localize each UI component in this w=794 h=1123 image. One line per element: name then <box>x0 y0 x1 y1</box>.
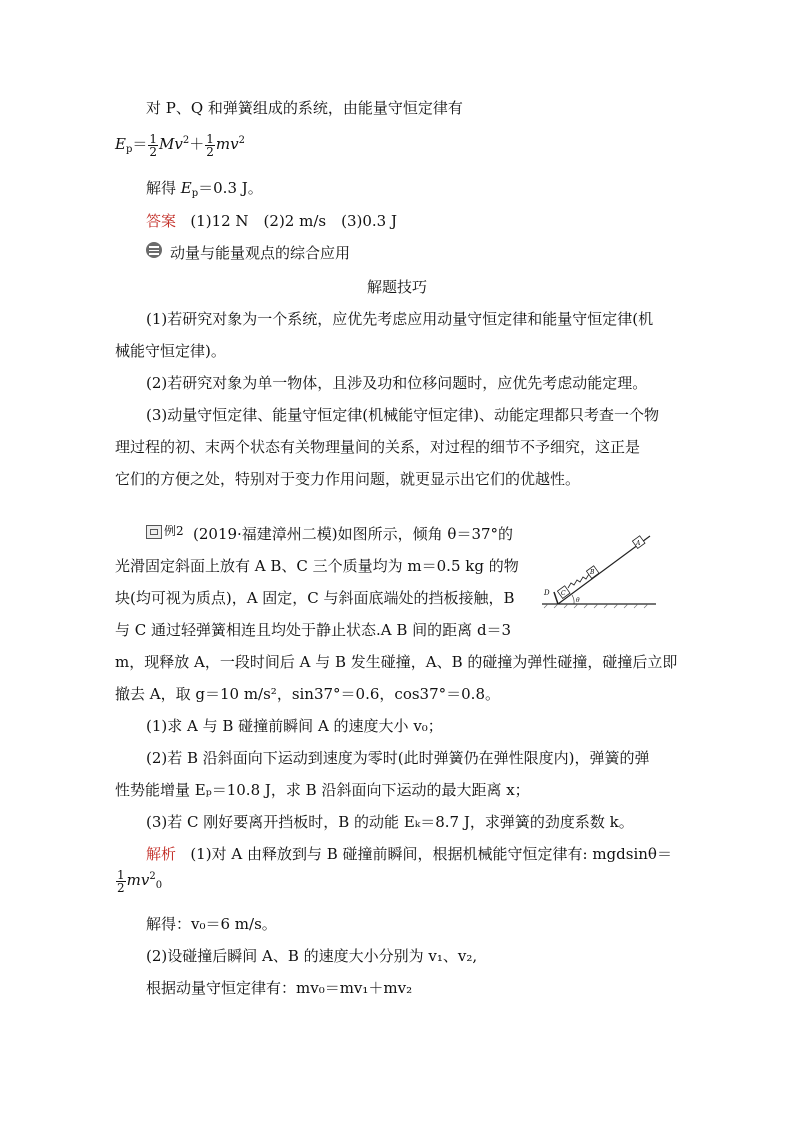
solve-line: 解得 $E_p=0.3$ J。 <box>146 179 263 199</box>
tips-heading: 解题技巧 <box>366 278 427 296</box>
example-line-3: 块(均可视为质点)，A 固定，C 与斜面底端处的挡板接触，B <box>115 589 515 607</box>
question-3: (3)若 C 刚好要离开挡板时，B 的动能 Eₖ＝8.7 J，求弹簧的劲度系数 k。 <box>146 813 634 831</box>
tip-3-cont1: 理过程的初、末两个状态有关物理量间的关系，对过程的细节不予细究，这正是 <box>115 438 641 456</box>
section-title: 动量与能量观点的综合应用 <box>170 244 351 262</box>
answer-label: 答案 <box>146 212 177 230</box>
solution-fraction: $\frac{1}{2}$ $mv^2_0$ <box>117 867 163 895</box>
example-line-5: m，现释放 A，一段时间后 A 与 B 发生碰撞，A、B 的碰撞为弹性碰撞，碰撞后立即 <box>115 653 678 671</box>
tip-2: (2)若研究对象为单一物体，且涉及功和位移问题时，应优先考虑动能定理。 <box>146 374 648 392</box>
label-C: C <box>561 590 566 597</box>
intro-line: 对 P、Q 和弹簧组成的系统，由能量守恒定律有 <box>146 99 463 117</box>
solution-label: 解析 <box>146 845 177 863</box>
example-line-1: (2019·福建漳州二模)如图所示，倾角 θ＝37°的 <box>193 525 514 543</box>
label-D: D <box>544 589 550 597</box>
tip-1-cont: 械能守恒定律)。 <box>115 342 226 360</box>
label-A: A <box>636 540 641 547</box>
tip-3-cont2: 它们的方便之处，特别对于变力作用问题，就更显示出它们的优越性。 <box>115 470 581 488</box>
example-label: 例2 <box>164 524 184 538</box>
label-B: B <box>590 569 595 576</box>
tip-3: (3)动量守恒定律、能量守恒定律(机械能守恒定律)、动能定理都只考查一个物 <box>146 406 659 424</box>
example-line-2: 光滑固定斜面上放有 A B、C 三个质量均为 m＝0.5 kg 的物 <box>115 557 519 575</box>
example-line-4: 与 C 通过轻弹簧相连且均处于静止状态.A B 间的距离 d＝3 <box>115 621 512 639</box>
solution-line-4: 根据动量守恒定律有：mv₀＝mv₁＋mv₂ <box>146 979 413 997</box>
example-line-6: 撤去 A，取 g＝10 m/s²，sin37°＝0.6，cos37°＝0.8。 <box>115 685 500 703</box>
energy-equation: $E_p=$ $\frac{1}{2}$ $Mv^2+$ $\frac{1}{2}$ $mv^2$ <box>115 131 245 159</box>
answer-line: 答案 (1)12 N (2)2 m/s (3)0.3 J <box>146 212 397 230</box>
question-2-cont: 性势能增量 Eₚ＝10.8 J，求 B 沿斜面向下运动的最大距离 x； <box>115 781 530 799</box>
question-2: (2)若 B 沿斜面向下运动到速度为零时(此时弹簧仍在弹性限度内)，弹簧的弹 <box>146 749 650 767</box>
solution-line-1: 解析 (1)对 A 由释放到与 B 碰撞前瞬间，根据机械能守恒定律有: mgdsinθ＝ <box>146 845 672 863</box>
label-theta: θ <box>576 597 580 604</box>
solution-line-3: (2)设碰撞后瞬间 A、B 的速度大小分别为 v₁、v₂, <box>146 947 478 965</box>
solution-line-2: 解得：v₀＝6 m/s。 <box>146 915 277 933</box>
incline-figure <box>538 528 658 610</box>
section-number-icon <box>146 242 162 258</box>
tip-1: (1)若研究对象为一个系统，应优先考虑应用动量守恒定律和能量守恒定律(机 <box>146 310 654 328</box>
question-1: (1)求 A 与 B 碰撞前瞬间 A 的速度大小 v₀； <box>146 717 443 735</box>
example-icon <box>146 525 162 539</box>
